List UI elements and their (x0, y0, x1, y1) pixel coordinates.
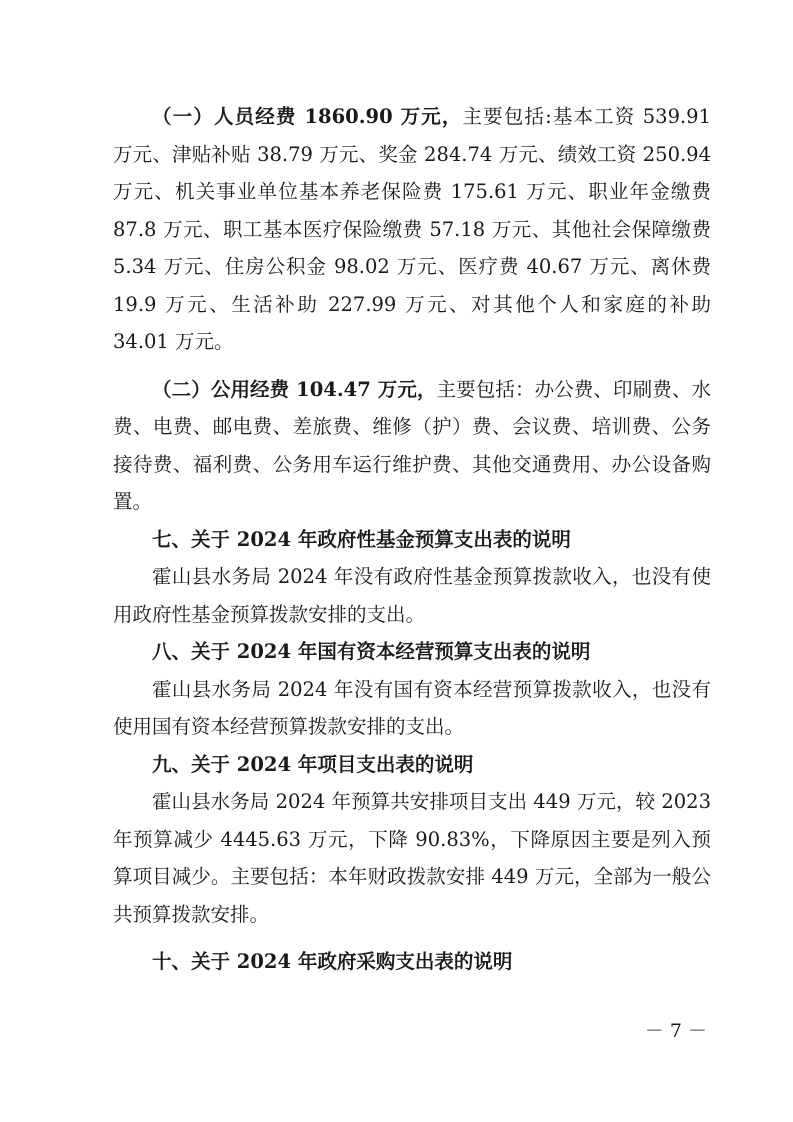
section-nine-text: 霍山县水务局 2024 年预算共安排项目支出 449 万元，较 2023 年预算减少 4445.63 万元，下降 90.83%，下降原因主要是列入预算项目减少。主要包括：本年财政拨款安排 449 万元，全部为一般公共预算拨款安排。 (113, 790, 711, 926)
personnel-expense-lead: （一）人员经费 1860.90 万元， (152, 105, 463, 128)
section-nine-heading: 九、关于 2024 年项目支出表的说明 (152, 752, 474, 776)
page-number: － 7 － (644, 1020, 707, 1042)
public-expense-lead: （二）公用经费 104.47 万元， (152, 377, 437, 401)
section-eight-heading: 八、关于 2024 年国有资本经营预算支出表的说明 (152, 640, 591, 663)
public-expense-paragraph (113, 371, 711, 521)
section-eight-text: 霍山县水务局 2024 年没有国有资本经营预算拨款收入，也没有使用国有资本经营预算拨款安排的支出。 (113, 677, 711, 738)
section-seven-text: 霍山县水务局 2024 年没有政府性基金预算拨款收入，也没有使用政府性基金预算拨款安排的支出。 (113, 565, 711, 626)
document-body (113, 98, 711, 981)
section-seven-heading: 七、关于 2024 年政府性基金预算支出表的说明 (152, 527, 571, 551)
personnel-expense-text: 主要包括:基本工资 539.91 万元、津贴补贴 38.79 万元、奖金 284.74 万元、绩效工资 250.94 万元、机关事业单位基本养老保险费 175.61 万元、职业年金缴费 87.8 万元、职工基本医疗保险缴费 57.18 万元、其他社会保障缴费 5.34 万元、住房公积金 98.02 万元、医疗费 40.67 万元、离休费 19.9 万元、生活补助 227.99 万元、对其他个人和家庭的补助 34.01 万元。 (113, 105, 711, 353)
section-ten-heading: 十、关于 2024 年政府采购支出表的说明 (152, 950, 513, 973)
public-expense-text: 主要包括：办公费、印刷费、水费、电费、邮电费、差旅费、维修（护）费、会议费、培训费、公务接待费、福利费、公务用车运行维护费、其他交通费用、办公设备购置。 (113, 377, 711, 513)
personnel-expense-paragraph (113, 98, 711, 361)
